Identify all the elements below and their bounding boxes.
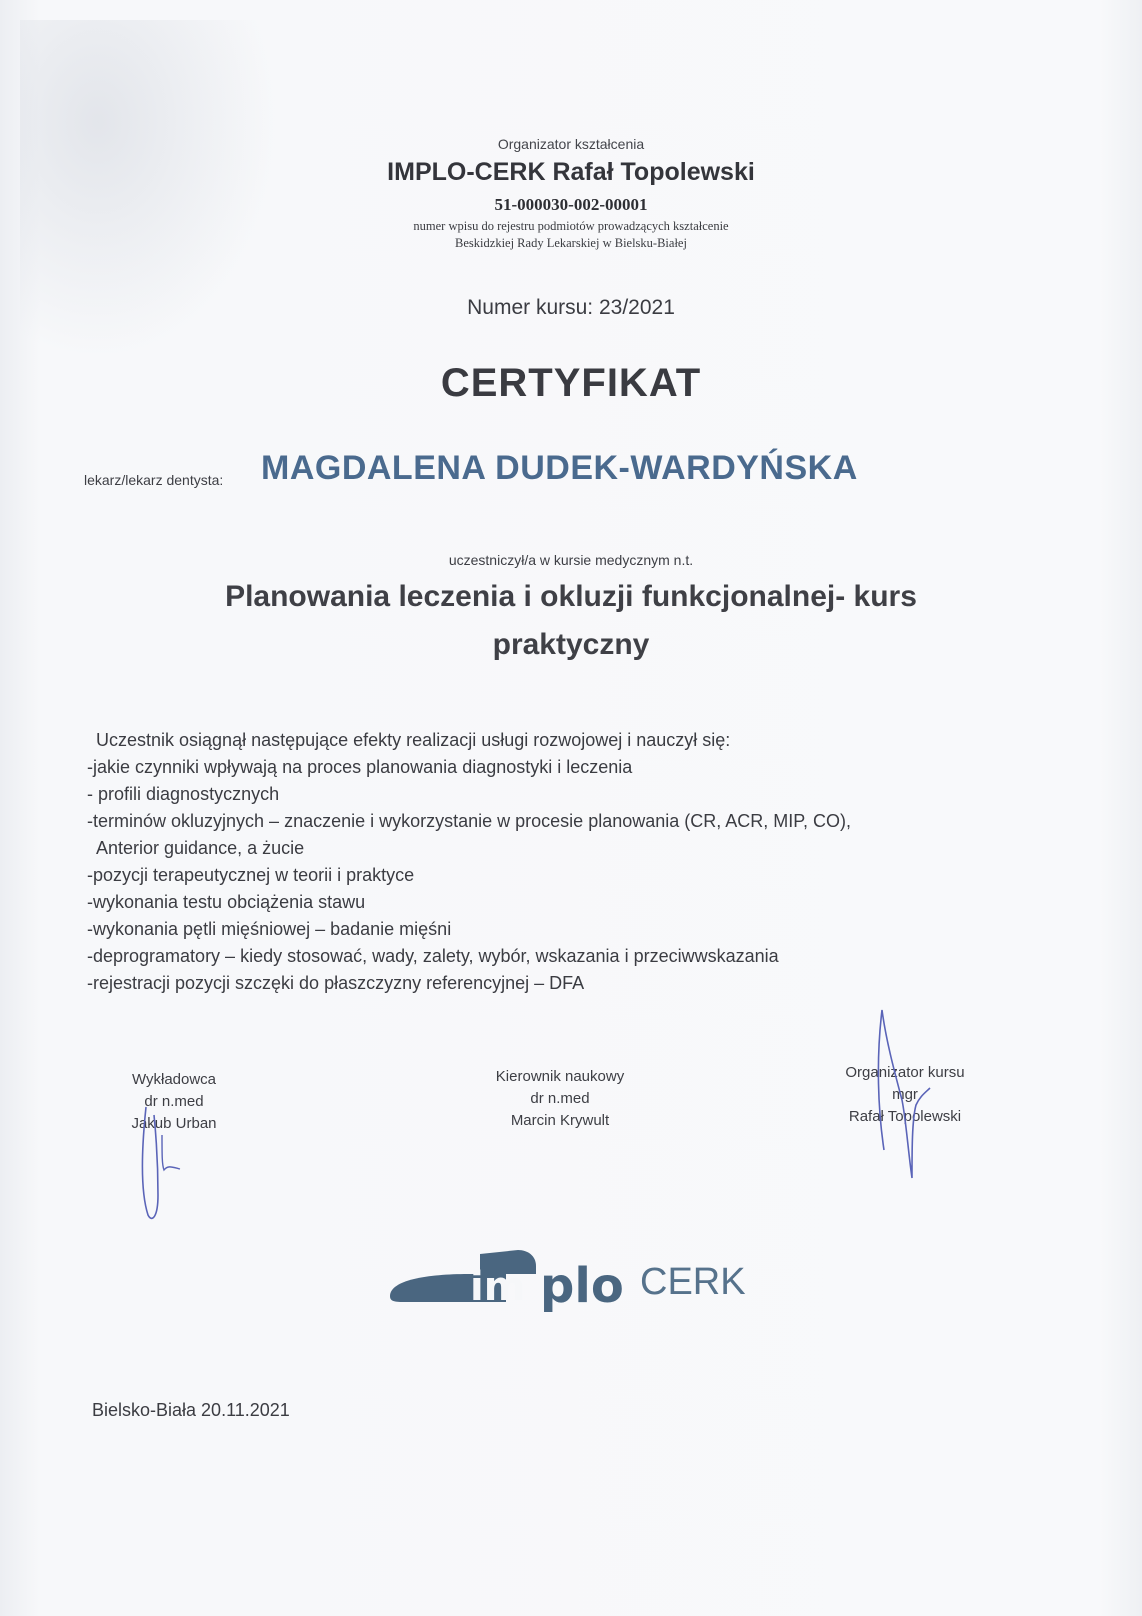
organizer-name: IMPLO-CERK Rafał Topolewski: [387, 158, 755, 186]
signature-role: Organizator kursu: [845, 1064, 965, 1081]
registry-description-line2: Beskidzkiej Rady Lekarskiej w Bielsku-Białej: [455, 236, 687, 250]
signature-name: Marcin Krywult: [510, 1112, 610, 1129]
logo-part1: im: [470, 1264, 526, 1310]
signature-name: Jakub Urban: [131, 1115, 217, 1132]
signature-title: dr n.med: [530, 1090, 590, 1107]
signature-block-scientific-manager: [470, 1066, 650, 1132]
outcomes-list: [87, 754, 1047, 997]
signature-name: Rafał Topolewski: [848, 1108, 962, 1125]
signature-role: Kierownik naukowy: [495, 1068, 625, 1085]
handwritten-signature-lecturer: [132, 1095, 192, 1225]
outcome-item: -pozycji terapeutycznej w teorii i praktyce: [87, 865, 415, 885]
implo-cerk-logo: [388, 1244, 768, 1314]
certificate-title: CERTYFIKAT: [440, 361, 702, 405]
signature-title: mgr: [892, 1086, 918, 1103]
logo-part3: CERK: [640, 1261, 746, 1303]
course-title-line2: praktyczny: [492, 628, 650, 661]
recipient-name: MAGDALENA DUDEK-WARDYŃSKA: [261, 449, 858, 487]
registry-number: 51-000030-002-00001: [494, 195, 648, 214]
outcome-item: -rejestracji pozycji szczęki do płaszczyzny referencyjnej – DFA: [87, 973, 585, 993]
participation-text: uczestniczył/a w kursie medycznym n.t.: [448, 552, 694, 568]
course-title-line1: Planowania leczenia i okluzji funkcjonalnej- kurs: [225, 580, 917, 613]
outcome-item: - profili diagnostycznych: [87, 784, 280, 804]
logo-part2: plo: [540, 1258, 624, 1314]
registry-description-line1: numer wpisu do rejestru podmiotów prowadzących kształcenie: [413, 219, 729, 233]
outcome-item: -wykonania pętli mięśniowej – badanie mięśni: [87, 919, 452, 939]
recipient-label: lekarz/lekarz dentysta:: [84, 472, 224, 488]
organizer-label: Organizator kształcenia: [497, 136, 645, 152]
outcome-item: -wykonania testu obciążenia stawu: [87, 892, 366, 912]
handwritten-signature-organizer: [868, 1000, 938, 1185]
outcome-item: -deprogramatory – kiedy stosować, wady, zalety, wybór, wskazania i przeciwwskazania: [87, 946, 779, 966]
learning-outcomes: [87, 727, 1047, 997]
outcome-item-continuation: Anterior guidance, a żucie: [96, 838, 305, 858]
outcome-item: -jakie czynniki wpływają na proces planowania diagnostyki i leczenia: [87, 757, 633, 777]
signature-title: dr n.med: [144, 1093, 204, 1110]
course-number: Numer kursu: 23/2021: [467, 296, 675, 319]
signature-role: Wykładowca: [131, 1071, 217, 1088]
outcome-item: -terminów okluzyjnych – znaczenie i wykorzystanie w procesie planowania (CR, ACR, MIP, CO),: [87, 811, 851, 831]
place-and-date: Bielsko-Biała 20.11.2021: [92, 1400, 290, 1420]
outcomes-intro: Uczestnik osiągnął następujące efekty realizacji usługi rozwojowej i nauczył się:: [96, 730, 731, 750]
